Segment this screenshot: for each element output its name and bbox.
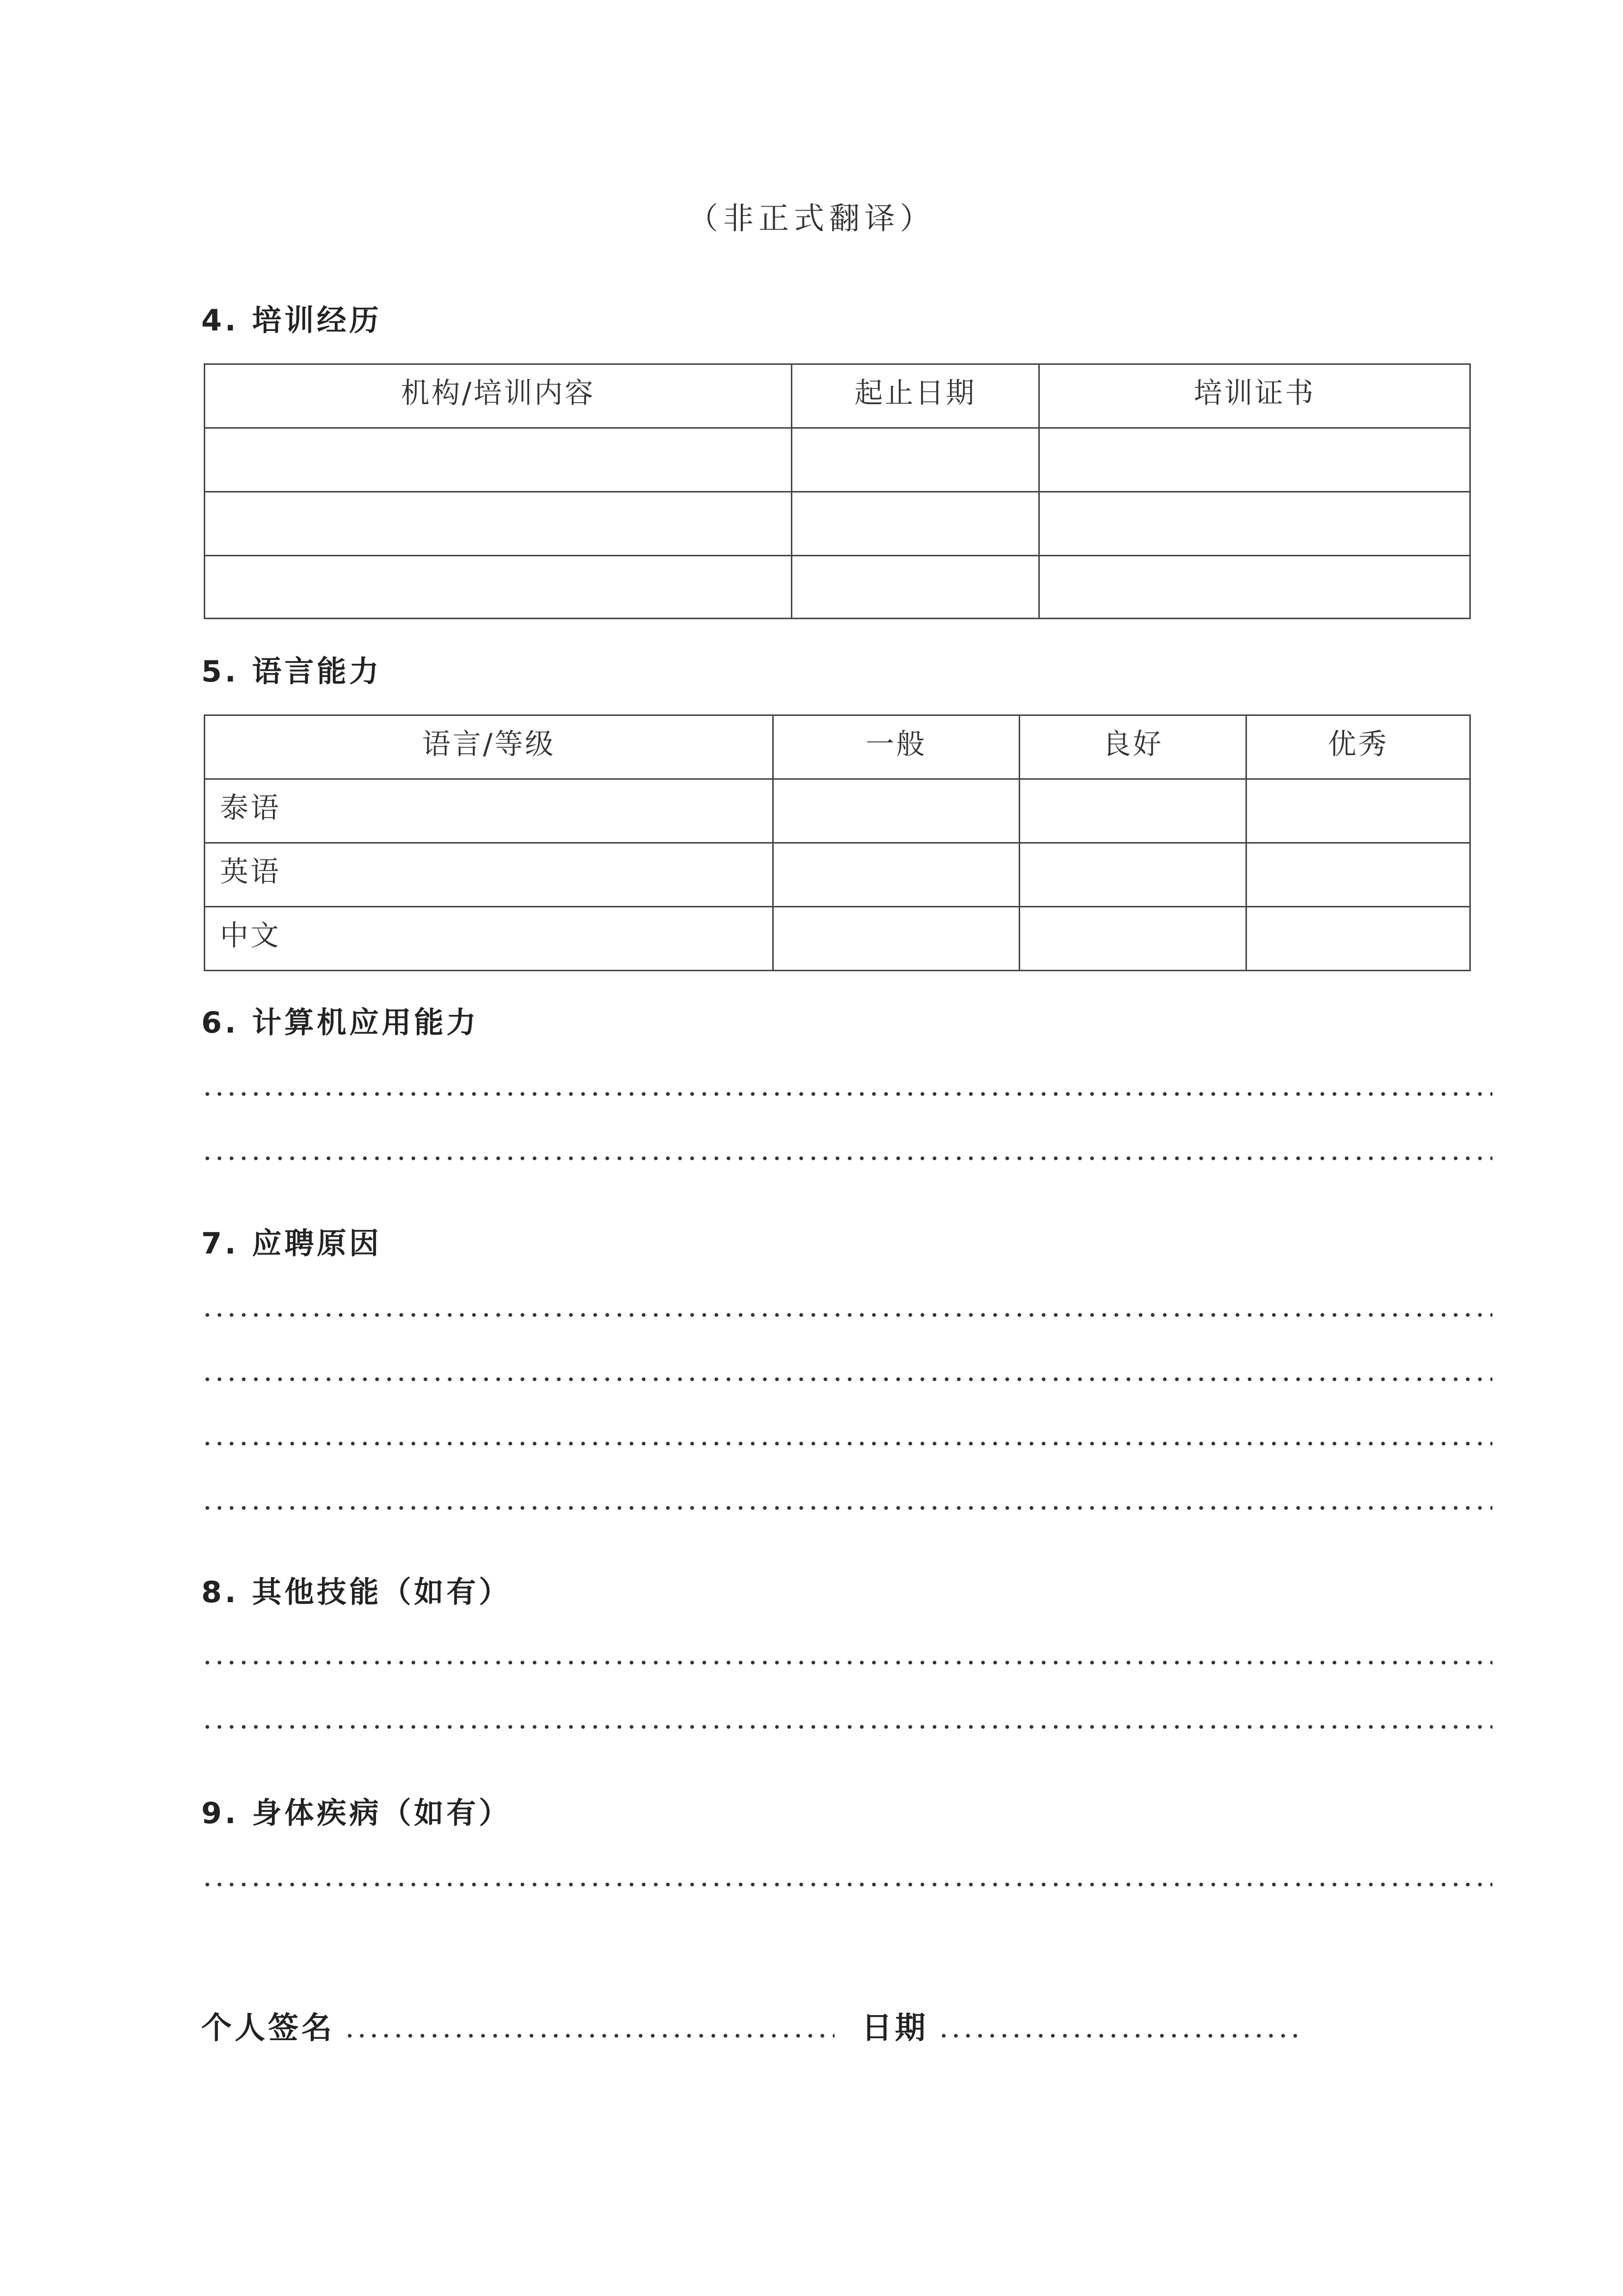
language-row-label: 中文 — [205, 907, 773, 971]
language-table — [204, 714, 1471, 971]
language-header-level: 语言/等级 — [205, 715, 773, 779]
training-cell-input[interactable] — [205, 428, 792, 492]
table-row — [205, 492, 1470, 556]
illness-section-title: 9. 身体疾病（如有） — [201, 1796, 512, 1831]
language-cell-input[interactable] — [1246, 843, 1470, 907]
language-section-title: 5. 语言能力 — [201, 655, 382, 689]
page-subtitle: （非正式翻译） — [687, 200, 935, 236]
table-row — [205, 779, 1470, 843]
language-header-good: 良好 — [1020, 715, 1246, 779]
training-cell-input[interactable] — [792, 428, 1039, 492]
table-row — [205, 556, 1470, 619]
training-cell-input[interactable] — [1039, 428, 1470, 492]
training-header-certificate: 培训证书 — [1039, 364, 1470, 428]
illness-answer-line[interactable] — [201, 1882, 1492, 1887]
training-header-dates: 起止日期 — [792, 364, 1039, 428]
training-cell-input[interactable] — [205, 556, 792, 619]
language-cell-input[interactable] — [773, 843, 1020, 907]
date-line[interactable] — [938, 2033, 1301, 2039]
signature-label: 个人签名 — [201, 2010, 335, 2046]
date-label: 日期 — [862, 2010, 929, 2046]
training-table — [204, 363, 1471, 619]
language-header-fair: 一般 — [773, 715, 1020, 779]
reason-answer-line[interactable] — [201, 1441, 1492, 1447]
language-cell-input[interactable] — [773, 779, 1020, 843]
language-cell-input[interactable] — [1020, 907, 1246, 971]
table-row — [205, 843, 1470, 907]
other-skills-section-title: 8. 其他技能（如有） — [201, 1575, 512, 1610]
language-header-row — [205, 715, 1470, 779]
computer-answer-line[interactable] — [201, 1091, 1492, 1097]
reason-answer-line[interactable] — [201, 1376, 1492, 1382]
language-cell-input[interactable] — [1246, 779, 1470, 843]
computer-answer-line[interactable] — [201, 1155, 1492, 1161]
other-skills-answer-line[interactable] — [201, 1660, 1492, 1666]
language-header-excellent: 优秀 — [1246, 715, 1470, 779]
table-row — [205, 907, 1470, 971]
training-cell-input[interactable] — [792, 556, 1039, 619]
training-header-row — [205, 364, 1470, 428]
reason-answer-line[interactable] — [201, 1312, 1492, 1318]
other-skills-answer-line[interactable] — [201, 1724, 1492, 1730]
training-cell-input[interactable] — [792, 492, 1039, 556]
language-cell-input[interactable] — [773, 907, 1020, 971]
signature-line[interactable] — [344, 2033, 835, 2039]
language-row-label: 英语 — [205, 843, 773, 907]
training-section-title: 4. 培训经历 — [201, 303, 382, 338]
table-row — [205, 428, 1470, 492]
language-cell-input[interactable] — [1020, 779, 1246, 843]
training-cell-input[interactable] — [1039, 556, 1470, 619]
reason-section-title: 7. 应聘原因 — [201, 1227, 382, 1261]
training-header-institution: 机构/培训内容 — [205, 364, 792, 428]
computer-section-title: 6. 计算机应用能力 — [201, 1006, 479, 1040]
reason-answer-line[interactable] — [201, 1505, 1492, 1511]
language-cell-input[interactable] — [1246, 907, 1470, 971]
training-cell-input[interactable] — [1039, 492, 1470, 556]
language-cell-input[interactable] — [1020, 843, 1246, 907]
training-cell-input[interactable] — [205, 492, 792, 556]
language-row-label: 泰语 — [205, 779, 773, 843]
